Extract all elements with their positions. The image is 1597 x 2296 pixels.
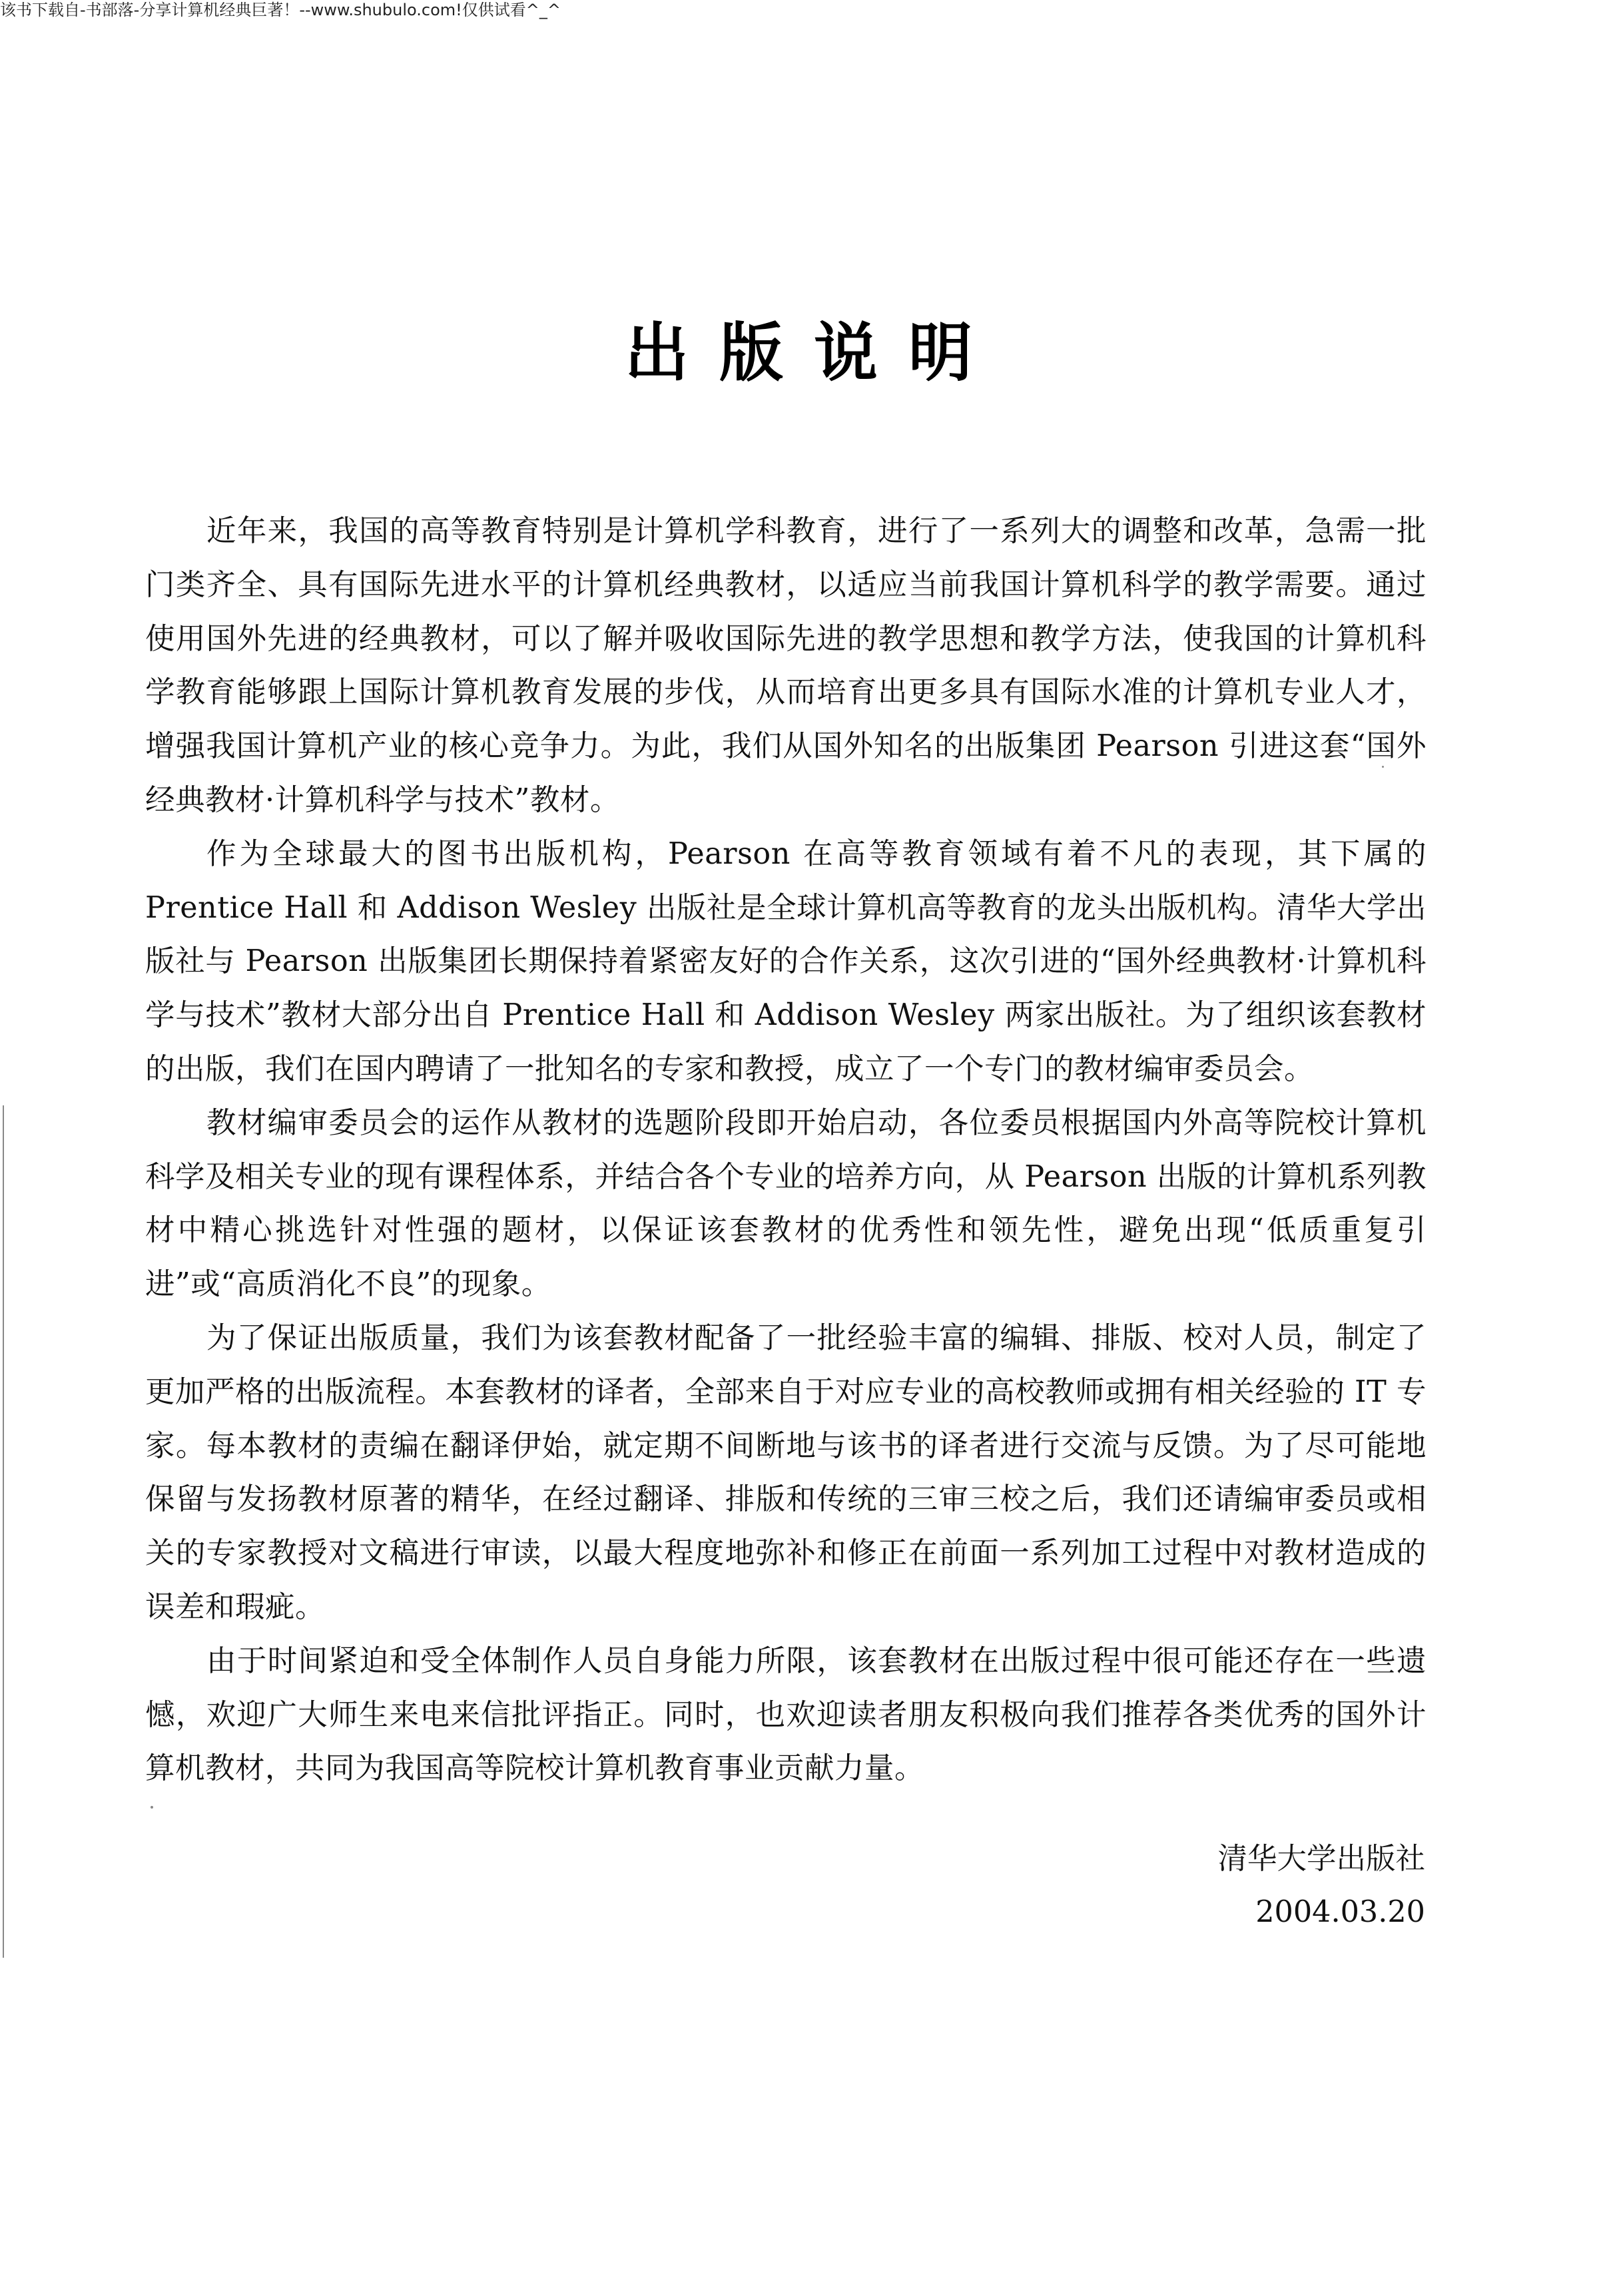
signoff	[1217, 1833, 1425, 1939]
paragraph-1: 近年来，我国的高等教育特别是计算机学科教育，进行了一系列大的调整和改革，急需一批门类齐全、具有国际先进水平的计算机经典教材，以适应当前我国计算机科学的教学需要。通过使用国外先进的经典教材，可以了解并吸收国际先进的教学思想和教学方法，使我国的计算机科学教育能够跟上国际计算机教育发展的步伐，从而培育出更多具有国际水准的计算机专业人才，增强我国计算机产业的核心竞争力。为此，我们从国外知名的出版集团 Pearson 引进这套“国外经典教材·计算机科学与技术”教材。	[145, 514, 1427, 817]
paragraph-4: 为了保证出版质量，我们为该套教材配备了一批经验丰富的编辑、排版、校对人员，制定了更加严格的出版流程。本套教材的译者，全部来自于对应专业的高校教师或拥有相关经验的 IT 专家。每本教材的责编在翻译伊始，就定期不间断地与该书的译者进行交流与反馈。为了尽可能地保留与发扬教材原著的精华，在经过翻译、排版和传统的三审三校之后，我们还请编审委员或相关的专家教授对文稿进行审读，以最大程度地弥补和修正在前面一系列加工过程中对教材造成的误差和瑕疵。	[145, 1320, 1427, 1624]
download-watermark: 该书下载自-书部落-分享计算机经典巨著！--www.shubulo.com!仅供试看^_^	[0, 1, 561, 19]
paragraph-3: 教材编审委员会的运作从教材的选题阶段即开始启动，各位委员根据国内外高等院校计算机科学及相关专业的现有课程体系，并结合各个专业的培养方向，从 Pearson 出版的计算机系列教材中精心挑选针对性强的题材，以保证该套教材的优秀性和领先性，避免出现“低质重复引进”或“高质消化不良”的现象。	[145, 1105, 1427, 1302]
left-edge-scan-line	[3, 1105, 4, 1958]
scan-speck	[151, 1806, 153, 1809]
paragraph-5: 由于时间紧迫和受全体制作人员自身能力所限，该套教材在出版过程中很可能还存在一些遗憾，欢迎广大师生来电来信批评指正。同时，也欢迎读者朋友积极向我们推荐各类优秀的国外计算机教材，共同为我国高等院校计算机教育事业贡献力量。	[145, 1643, 1427, 1786]
signoff-date: 2004.03.20	[1255, 1895, 1425, 1929]
body-text	[145, 505, 1427, 1796]
scan-speck	[1382, 766, 1384, 768]
paragraph-2: 作为全球最大的图书出版机构，Pearson 在高等教育领域有着不凡的表现，其下属的 Prentice Hall 和 Addison Wesley 出版社是全球计算机高等教育的龙头出版机构。清华大学出版社与 Pearson 出版集团长期保持着紧密友好的合作关系，这次引进的“国外经典教材·计算机科学与技术”教材大部分出自 Prentice Hall 和 Addison Wesley 两家出版社。为了组织该套教材的出版，我们在国内聘请了一批知名的专家和教授，成立了一个专门的教材编审委员会。	[145, 836, 1427, 1086]
publisher-name: 清华大学出版社	[1217, 1842, 1425, 1876]
page-title: 出版说明	[625, 316, 1003, 390]
